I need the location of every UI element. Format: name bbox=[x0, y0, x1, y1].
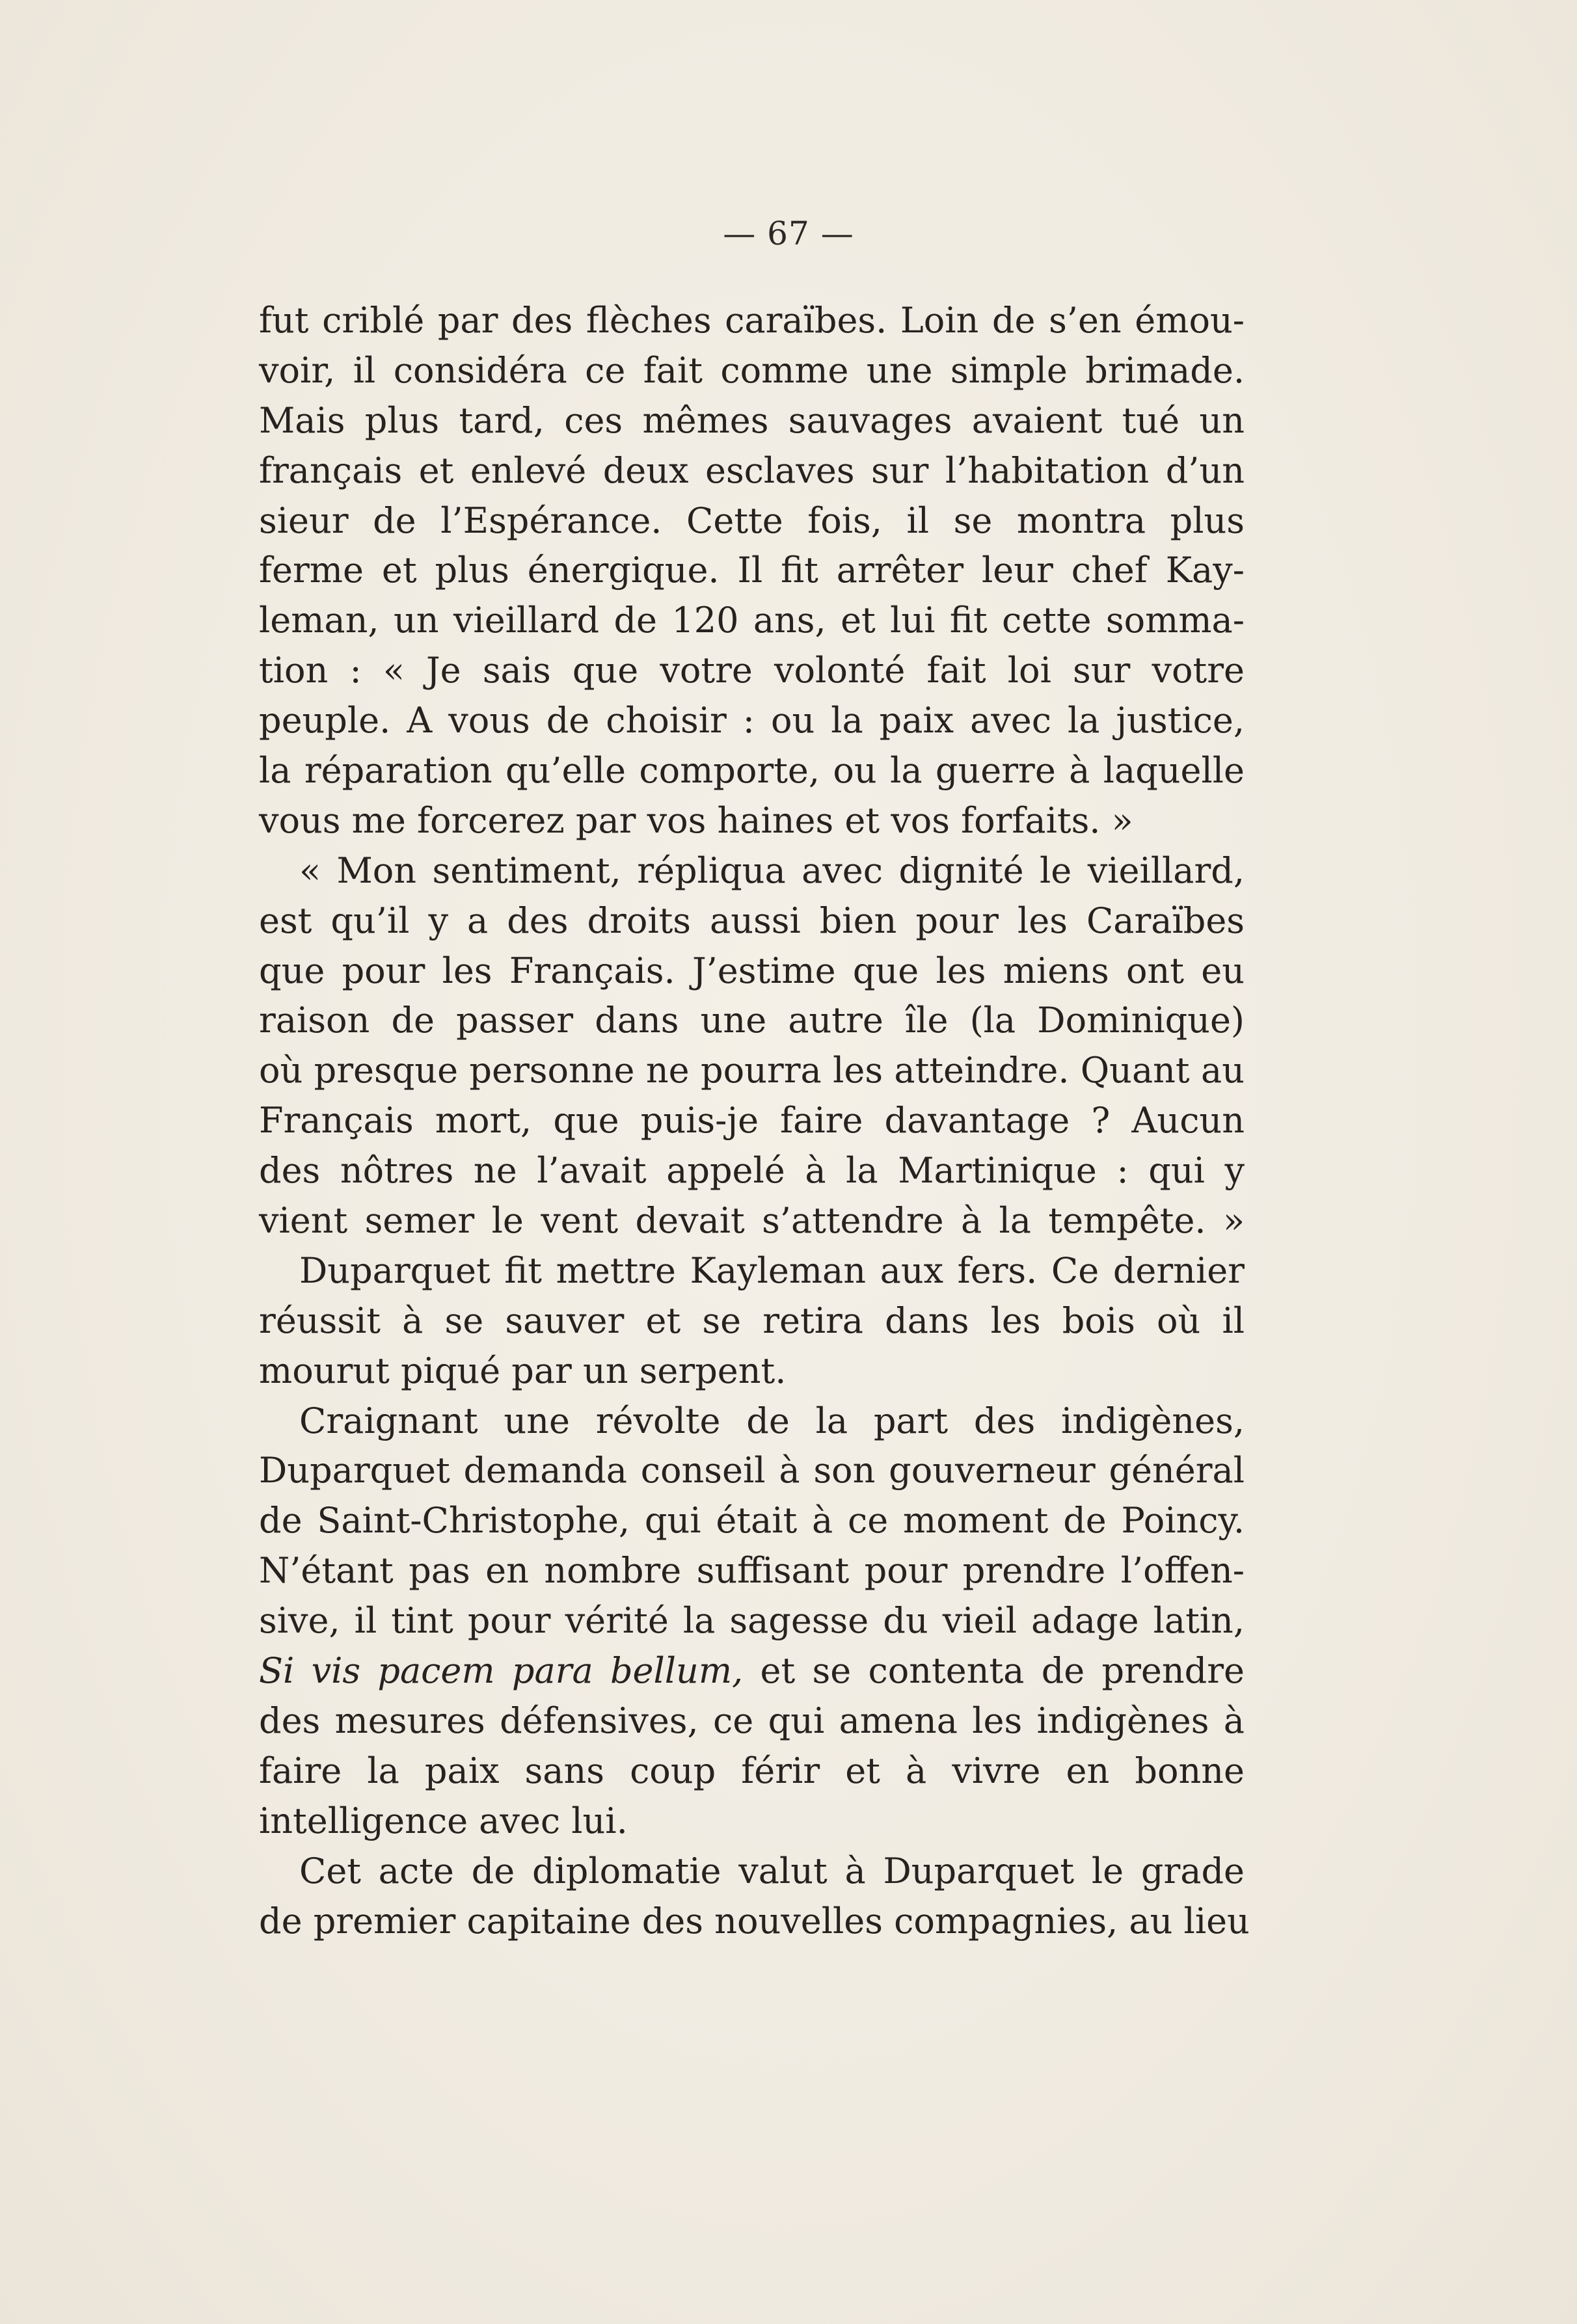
text-line: Mais plus tard, ces mêmes sauvages avaient tué un bbox=[259, 399, 1245, 441]
text-line: où presque personne ne pourra les atteindre. Quant au bbox=[259, 1050, 1245, 1091]
text-line: de Saint-Christophe, qui était à ce moment de Poincy. bbox=[259, 1500, 1245, 1542]
text-line: leman, un vieillard de 120 ans, et lui fit cette somma- bbox=[259, 600, 1245, 641]
text-line: Craignant une révolte de la part des indigènes, bbox=[299, 1400, 1245, 1441]
text-line: des nôtres ne l’avait appelé à la Martinique : qui y bbox=[259, 1150, 1245, 1192]
text-line: sieur de l’Espérance. Cette fois, il se montra plus bbox=[259, 500, 1245, 541]
text-line: « Mon sentiment, répliqua avec dignité le vieillard, bbox=[299, 849, 1245, 891]
text-line: tion : « Je sais que votre volonté fait loi sur votre bbox=[259, 650, 1245, 691]
text-line: sive, il tint pour vérité la sagesse du vieil adage latin, bbox=[259, 1600, 1245, 1642]
text-line: français et enlevé deux esclaves sur l’habitation d’un bbox=[259, 449, 1245, 491]
latin-adage: Si vis pacem para bellum, bbox=[259, 1650, 744, 1692]
text-line: raison de passer dans une autre île (la Dominique) bbox=[259, 1000, 1245, 1041]
text-line: voir, il considéra ce fait comme une simple brimade. bbox=[259, 349, 1245, 391]
text-line: que pour les Français. J’estime que les miens ont eu bbox=[259, 950, 1245, 991]
text-line: N’étant pas en nombre suffisant pour prendre l’offen- bbox=[259, 1550, 1245, 1592]
text-line: vient semer le vent devait s’attendre à la tempête. » bbox=[259, 1200, 1245, 1242]
text-fragment: et se contenta de prendre bbox=[760, 1650, 1245, 1692]
text-line: intelligence avec lui. bbox=[259, 1800, 628, 1841]
text-line: Duparquet demanda conseil à son gouverneur général bbox=[259, 1450, 1245, 1491]
body-text bbox=[259, 296, 1250, 1946]
text-line: fut criblé par des flèches caraïbes. Loin de s’en émou- bbox=[259, 300, 1245, 341]
text-line: est qu’il y a des droits aussi bien pour les Caraïbes bbox=[259, 900, 1245, 941]
text-line: de premier capitaine des nouvelles compagnies, au lieu bbox=[259, 1900, 1250, 1942]
text-line: mourut piqué par un serpent. bbox=[259, 1350, 787, 1391]
text-line: vous me forcerez par vos haines et vos forfaits. » bbox=[259, 799, 1133, 841]
text-line: faire la paix sans coup férir et à vivre en bonne bbox=[259, 1750, 1245, 1791]
text-line: Français mort, que puis-je faire davantage ? Aucun bbox=[259, 1100, 1245, 1142]
text-line: Duparquet fit mettre Kayleman aux fers. Ce dernier bbox=[299, 1249, 1245, 1291]
page-number: — 67 — bbox=[723, 215, 854, 252]
text-line: Cet acte de diplomatie valut à Duparquet le grade bbox=[299, 1850, 1245, 1891]
text-line: réussit à se sauver et se retira dans les bois où il bbox=[259, 1300, 1245, 1341]
text-line-with-latin bbox=[259, 1646, 1245, 1696]
text-line: la réparation qu’elle comporte, ou la guerre à laquelle bbox=[259, 750, 1245, 792]
text-line: des mesures défensives, ce qui amena les indigènes à bbox=[259, 1700, 1245, 1741]
text-line: ferme et plus énergique. Il fit arrêter leur chef Kay- bbox=[259, 550, 1245, 591]
text-line: peuple. A vous de choisir : ou la paix avec la justice, bbox=[259, 700, 1245, 741]
